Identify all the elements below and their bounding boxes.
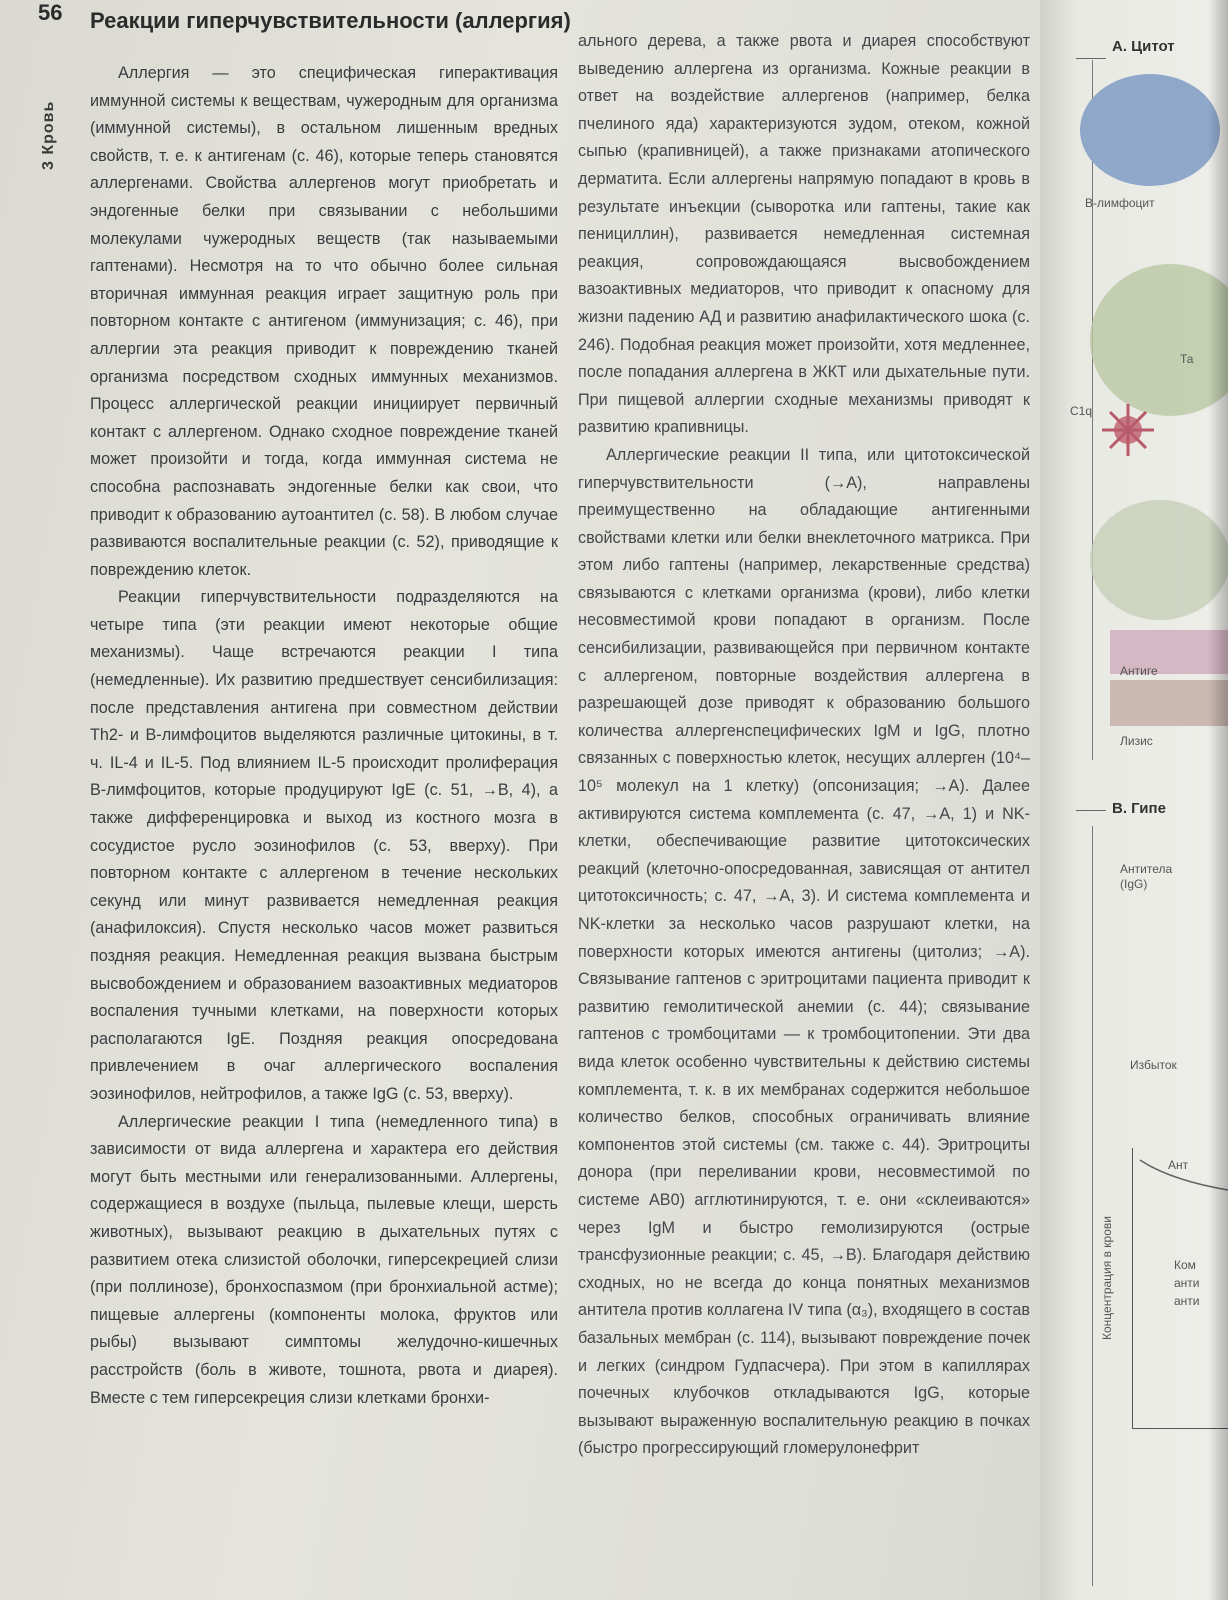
label-ta: Та: [1180, 352, 1194, 366]
figure-b-rule: [1076, 810, 1106, 811]
label-anti-1: анти: [1174, 1276, 1200, 1290]
text-column-right: [578, 28, 1030, 1463]
label-an: Ант: [1168, 1158, 1189, 1172]
label-antigen: Антиге: [1120, 664, 1158, 678]
figure-b-title: В. Гипе: [1112, 800, 1166, 817]
text-column-left: [90, 60, 558, 1412]
chart-curve: [1040, 1150, 1228, 1350]
label-kom: Ком: [1174, 1258, 1196, 1272]
label-b-lymphocyte: B-лимфоцит: [1085, 196, 1155, 210]
paragraph-allergy-intro: Аллергия — это специфическая гиперактивация иммунной системы к веществам, чужеродным для организма (иммунной системы), в остальном лишенным вредных свойств, т. е. к антигенам (с. 46), которые теперь становятся аллергенами. Свойства аллергенов могут приобретать и эндогенные белки при связывании с небольшими молекулами чужеродных веществ (так называемыми гаптенами). Несмотря на то что обычно более сильная вторичная иммунная реакция играет защитную роль при повторном контакте с антигеном (иммунизация; с. 46), при аллергии эта реакция приводит к повреждению тканей организма посредством сходных иммунных механизмов. Процесс аллергической реакции инициирует первичный контакт с аллергеном. Однако сходное повреждение тканей может произойти и тогда, когда иммунная система не способна распознавать эндогенные белки как свои, что приводит к образованию аутоантител (с. 58). В любом случае развиваются воспалительные реакции (с. 52), приводящие к повреждению клеток.: [90, 64, 558, 579]
label-c1q: C1q: [1070, 404, 1093, 418]
paragraph-type1-reactions: Аллергические реакции I типа (немедленного типа) в зависимости от вида аллергена и характера его действия могут быть местными или генерализованными. Аллергены, содержащиеся в воздухе (пыльца, пылевые клещи, шерсть животных), вызывают реакцию в дыхательных путях с развитием отека слизистой оболочки, гиперсекрецией слизи (при поллинозе), бронхоспазмом (при бронхиальной астме); пищевые аллергены (компоненты молока, фруктов или рыбы) вызывают симптомы желудочно-кишечных расстройств (боль в животе, тошнота, рвота и диарея). Вместе с тем гиперсекреция слизи клетками бронхи-: [90, 1112, 558, 1407]
figure-a-illustration: [1040, 0, 1228, 800]
paragraph-hypersensitivity-types: Реакции гиперчувствительности подразделяются на четыре типа (эти реакции имеют некоторые общие механизмы). Чаще встречаются реакции I типа (немедленные). Их развитию предшествует сенсибилизация: после представления антигена при совместном действии Th2- и B-лимфоцитов выделяются различные цитокины, в т. ч. IL-4 и IL-5. Под влиянием IL-5 происходит пролиферация B-лимфоцитов, которые продуцируют IgE (с. 51, →B, 4), а также дифференцировка и выход из костного мозга в сосудистое русло эозинофилов (с. 53, вверху). При повторном контакте с аллергеном в течение нескольких секунд или минут развивается немедленная реакция (анафилоксия). Спустя несколько часов может развиться поздняя реакция. Немедленная реакция вызвана быстрым высвобождением и образованием вазоактивных медиаторов воспаления тучными клетками, на поверхности которых располагаются IgE. Поздняя реакция опосредована привлечением в очаг аллергического воспаления эозинофилов, нейтрофилов, а также IgG (с. 53, вверху).: [90, 588, 558, 1103]
page-number: 56: [38, 0, 63, 25]
label-lysis: Лизис: [1120, 734, 1153, 748]
chapter-tab: [40, 70, 70, 180]
b-lymphocyte-cell: [1080, 74, 1220, 186]
page-edge-shadow: [1208, 0, 1228, 1600]
page-title: Реакции гиперчувствительности (аллергия): [90, 8, 571, 33]
chapter-tab-label: 3 Кровь: [40, 100, 57, 170]
label-antibodies: Антитела (IgG): [1120, 862, 1173, 891]
figure-a-title: А. Цитот: [1112, 38, 1175, 55]
label-excess: Избыток: [1130, 1058, 1177, 1072]
paragraph-type2-reactions: Аллергические реакции II типа, или цитотоксической гиперчувствительности (→A), направлены преимущественно на обладающие антигенными свойствами клетки или белки внеклеточного матрикса. При этом либо гаптены (например, лекарственные средства) связываются с клетками организма (крови), либо клетки несовместимой крови попадают в организм. После сенсибилизации, развивающейся при первичном контакте с аллергеном, повторные воздействия аллергена в разрешающей дозе приводят к образованию большого количества аллергенспецифических IgM и IgG, плотно связанных с поверхностью клеток, несущих аллерген (10⁴–10⁵ молекул на 1 клетку) (опсонизация; →A). Далее активируются система комплемента (с. 47, →A, 1) и NK-клетки, обеспечивающие развитие цитотоксических реакций (клеточно-опосредованная, зависящая от антител цитотоксичность; с. 47, →A, 3). И система комплемента и NK-клетки за несколько часов разрушают клетки, на поверхности которых имеются антигены (цитолиз; →A). Связывание гаптенов с эритроцитами пациента приводит к развитию гемолитической анемии (с. 44); связывание гаптенов с тромбоцитами — к тромбоцитопении. Эти два вида клеток особенно чувствительны к действию системы комплемента, т. к. в их мембранах содержится небольшое количество белков, способных ограничивать влияние компонентов этой системы (см. также с. 44). Эритроциты донора (при переливании крови, несовместимой по системе AB0) агглютинируются, т. е. они «склеиваются» через IgM и быстро гемолизируются (острые трансфузионные реакции; с. 45, →B). Благодаря действию сходных, но не всегда до конца понятных механизмов антитела против коллагена IV типа (α₃), входящего в состав базальных мембран (с. 114), вызывают повреждение почек и легких (синдром Гудпасчера). При этом в капиллярах почечных клубочков откладываются IgG, которые вызывают выраженную воспалительную реакцию в почках (быстро прогрессирующий гломерулонефрит: [578, 445, 1030, 1458]
y-axis-label: Концентрация в крови: [1100, 1216, 1114, 1340]
figure-strip: [1040, 0, 1228, 1600]
paragraph-continued: ального дерева, а также рвота и диарея способствуют выведению аллергена из организма. Кожные реакции в ответ на воздействие аллергенов (например, белка пчелиного яда) характеризуются зудом, отеком, кожной сыпью (крапивницей), а также признаками атопического дерматита. Если аллергены напрямую попадают в кровь в результате инъекции (сыворотка или гаптены, такие как пенициллин), развивается немедленная системная реакция, сопровождающаяся высвобождением вазоактивных медиаторов, что приводит к опасному для жизни падению АД и развитию анафилактического шока (с. 246). Подобная реакция может произойти, хотя медленнее, после попадания аллергена в ЖКТ или дыхательные пути. При пищевой аллергии сходные механизмы приводят к развитию крапивницы.: [578, 32, 1030, 437]
label-anti-2: анти: [1174, 1294, 1200, 1308]
